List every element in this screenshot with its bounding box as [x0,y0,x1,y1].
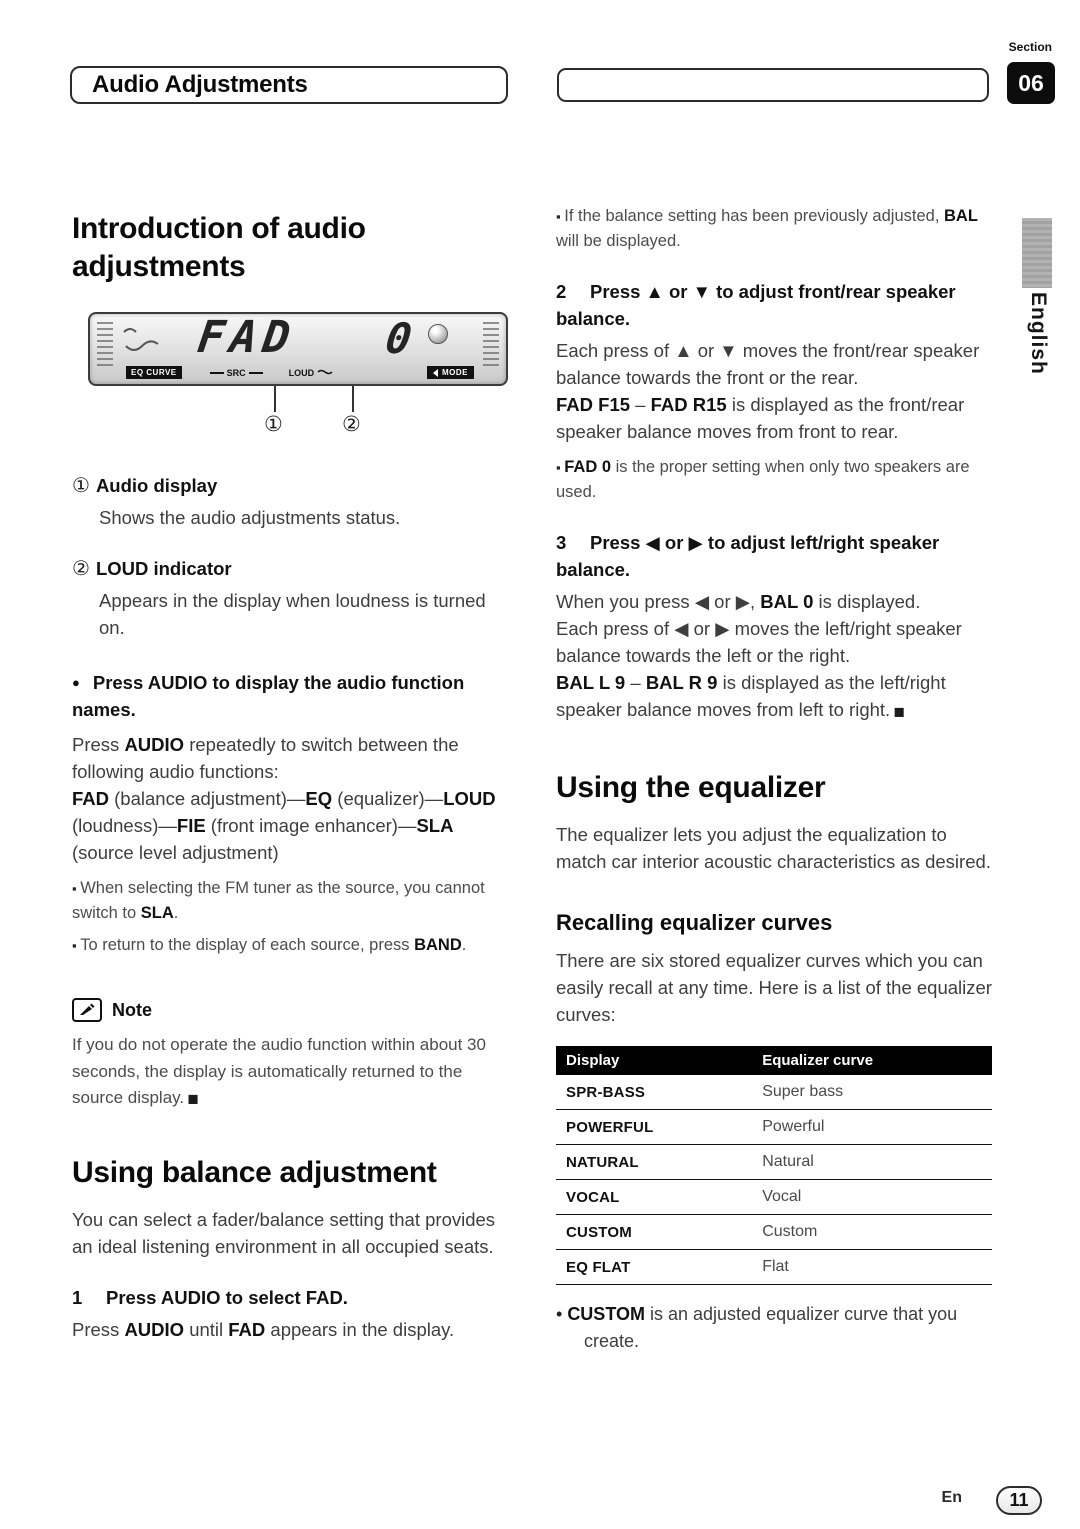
header-empty-box [557,68,989,102]
curve-cell: Powerful [752,1110,992,1145]
equalizer-intro-paragraph: The equalizer lets you adjust the equalization to match car interior acoustic characteristics as desired. [556,824,991,872]
page-number-badge: 11 [996,1486,1042,1515]
curve-cell: Flat [752,1250,992,1285]
dash-icon [210,372,224,374]
table-row [556,1110,992,1145]
lcd-label-loud: LOUD [288,367,315,378]
section-header-title: Audio Adjustments [92,71,308,98]
display-cell: EQ FLAT [556,1250,752,1285]
lcd-label-eq-curve: EQ CURVE [126,366,182,379]
fm-tuner-note: ▪ When selecting the FM tuner as the source, you cannot switch to SLA. [72,879,485,922]
left-triangle-icon [433,369,438,377]
audio-functions-list: FAD (balance adjustment)—EQ (equalizer)—LOUD (loudness)—FIE (front image enhancer)—SLA (source level adjustment) [72,788,496,863]
press-audio-paragraph: Press AUDIO repeatedly to switch between the following audio functions: [72,734,459,782]
loud-indicator-title: ② LOUD indicator [72,558,232,580]
table-row [556,1215,992,1250]
note-pen-icon [72,998,102,1022]
footer-language: En [941,1489,962,1506]
section-number-badge: 06 [1007,62,1055,104]
table-row [556,1250,992,1285]
heading-introduction: Introduction of audio adjustments [72,212,366,283]
step-1-body: Press AUDIO until FAD appears in the display. [72,1318,455,1340]
wave-icon [317,368,333,377]
lcd-label-loud-group [289,368,334,378]
note-label: Note [112,999,152,1020]
step-3-title: 3 Press ◀ or ▶ to adjust left/right speaker balance. [556,532,940,580]
language-tab-label: English [1027,292,1050,375]
note-header [72,998,514,1022]
step-3-paragraph-2: Each press of ◀ or ▶ moves the left/right speaker balance towards the left or the right. [556,618,962,666]
step-2-paragraph-2: FAD F15 – FAD R15 is displayed as the front/rear speaker balance moves from front to rear. [556,394,965,442]
lcd-bottom-labels [96,364,500,381]
custom-curve-note: • CUSTOM is an adjusted equalizer curve that you create. [556,1304,958,1351]
section-label: Section [1008,40,1052,54]
lcd-right-ticks-icon [483,322,499,366]
table-header-curve: Equalizer curve [752,1046,992,1075]
dash-icon [249,372,263,374]
table-row [556,1145,992,1180]
curve-cell: Natural [752,1145,992,1180]
note-ball-icon [428,324,448,344]
display-cell: POWERFUL [556,1110,752,1145]
stereo-display-illustration [88,312,508,386]
note-body: If you do not operate the audio function within about 30 seconds, the display is automatically returned to the source display. ◼ [72,1035,486,1107]
table-row [556,1075,992,1110]
step-3-paragraph-3: BAL L 9 – BAL R 9 is displayed as the left/right speaker balance moves from left to right. ◼ [556,672,946,720]
eq-curve-squiggle-icon [122,324,170,354]
lcd-left-ticks-icon [97,322,113,366]
curve-cell: Custom [752,1215,992,1250]
audio-display-title: ① Audio display [72,475,218,497]
right-column [556,198,992,1365]
lcd-label-mode: MODE [442,368,468,377]
lcd-value-text: 0 [382,314,415,363]
table-header-display: Display [556,1046,752,1075]
language-tab-bar [1022,218,1052,288]
callout-number-2: ② [342,413,361,436]
equalizer-curves-table [556,1046,992,1285]
recall-paragraph: There are six stored equalizer curves which you can easily recall at any time. Here is a list of the equalizer curves: [556,950,992,1025]
callout-number-1: ① [264,413,283,436]
step-2-title: 2 Press ▲ or ▼ to adjust front/rear speaker balance. [556,281,956,329]
loud-indicator-body: Appears in the display when loudness is turned on. [99,590,486,638]
audio-display-body: Shows the audio adjustments status. [99,507,401,528]
lcd-fad-text: FAD [194,312,300,363]
lcd-label-src-group [210,368,263,378]
callout-line-1 [274,386,276,412]
press-audio-bullet-title: ● Press AUDIO to display the audio function names. [72,672,465,720]
left-column [72,198,514,1353]
curve-cell: Super bass [752,1075,992,1110]
callout-line-2 [352,386,354,412]
section-header-box [70,66,508,104]
display-cell: NATURAL [556,1145,752,1180]
heading-using-equalizer: Using the equalizer [556,771,826,804]
table-header-row [556,1046,992,1075]
band-return-note: ▪ To return to the display of each source, press BAND. [72,936,467,954]
lcd-label-src: SRC [226,367,246,378]
display-cell: CUSTOM [556,1215,752,1250]
stereo-display-figure [88,312,514,448]
callout-markers [88,386,508,448]
heading-using-balance: Using balance adjustment [72,1155,437,1189]
display-cell: VOCAL [556,1180,752,1215]
subheading-recalling-curves: Recalling equalizer curves [556,910,833,935]
curve-cell: Vocal [752,1180,992,1215]
step-3-paragraph-1: When you press ◀ or ▶, BAL 0 is displayed. [556,591,921,612]
step-2-paragraph-1: Each press of ▲ or ▼ moves the front/rear speaker balance towards the front or the rear. [556,340,980,388]
table-row [556,1180,992,1215]
display-cell: SPR-BASS [556,1075,752,1110]
step-1-title: 1 Press AUDIO to select FAD. [72,1286,348,1308]
lcd-label-mode-chip [427,366,474,379]
balance-intro-paragraph: You can select a fader/balance setting that provides an ideal listening environment in all occupied seats. [72,1208,496,1257]
fad-0-note: ▪ FAD 0 is the proper setting when only two speakers are used. [556,458,970,501]
bal-displayed-note: ▪ If the balance setting has been previously adjusted, BAL will be displayed. [556,207,978,250]
